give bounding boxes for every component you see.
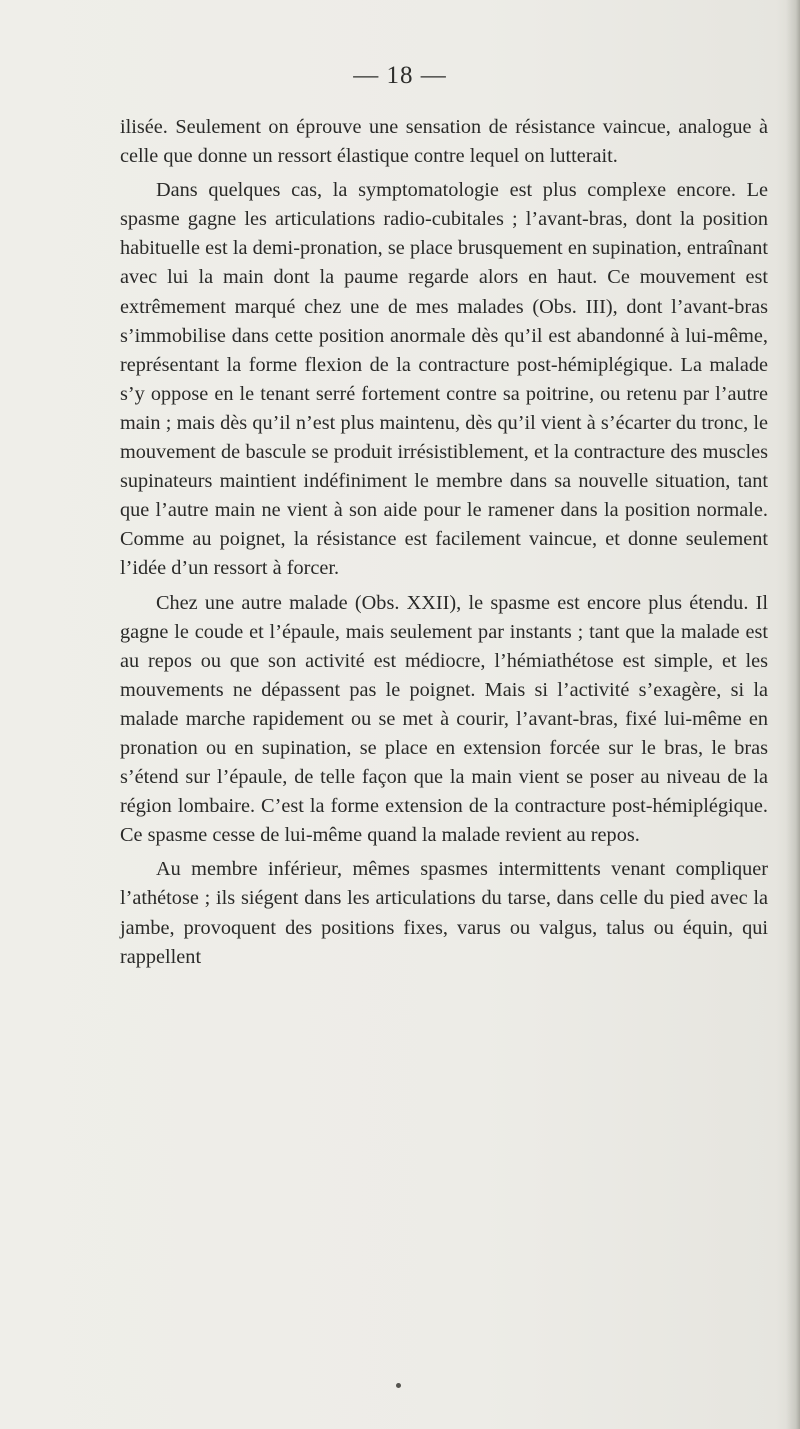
page-number: — 18 — — [353, 62, 447, 89]
paragraph-1: ilisée. Seulement on éprouve une sensation de résistance vaincue, analogue à celle que donne un ressort élastique contre lequel on lutterait. — [120, 116, 768, 168]
page-edge-shadow — [786, 0, 800, 1429]
paragraph-4: Au membre inférieur, mêmes spasmes intermittents venant compliquer l’athétose ; ils siégent dans les articulations du tarse, dans celle du pied avec la jambe, provoquent des positions fixes, varus ou valgus, talus ou équin, qui rappellent — [120, 858, 768, 968]
ink-speck — [396, 1383, 401, 1388]
body-text — [120, 113, 768, 977]
paragraph-3: Chez une autre malade (Obs. XXII), le spasme est encore plus étendu. Il gagne le coude et l’épaule, mais seulement par instants ; tant que la malade est au repos ou que son activité est médiocre, l’hémiathétose est simple, et les mouvements ne dépassent pas le poignet. Mais si l’activité s’exagère, si la malade marche rapidement ou se met à courir, l’avant-bras, fixé lui-même en pronation ou en supination, se place en extension forcée sur le bras, le bras s’étend sur l’épaule, de telle façon que la main vient se poser au niveau de la région lombaire. C’est la forme extension de la contracture post-hémiplégique. Ce spasme cesse de lui-même quand la malade revient au repos. — [120, 591, 768, 847]
paragraph-2: Dans quelques cas, la symptomatologie est plus complexe encore. Le spasme gagne les articulations radio-cubitales ; l’avant-bras, dont la position habituelle est la demi-pronation, se place brusquement en supination, entraînant avec lui la main dont la paume regarde alors en haut. Ce mouvement est extrêmement marqué chez une de mes malades (Obs. III), dont l’avant-bras s’immobilise dans cette position anormale dès qu’il est abandonné à lui-même, représentant la forme flexion de la contracture post-hémiplégique. La malade s’y oppose en le tenant serré fortement contre sa poitrine, ou retenu par l’autre main ; mais dès qu’il n’est plus maintenu, dès qu’il vient à s’écarter du tronc, le mouvement de bascule se produit irrésistiblement, et la contracture des muscles supinateurs maintient indéfiniment le membre dans sa nouvelle situation, tant que l’autre main ne vient à son aide pour le ramener dans la position normale. Comme au poignet, la résistance est facilement vaincue, et donne seulement l’idée d’un ressort à forcer. — [120, 179, 768, 580]
